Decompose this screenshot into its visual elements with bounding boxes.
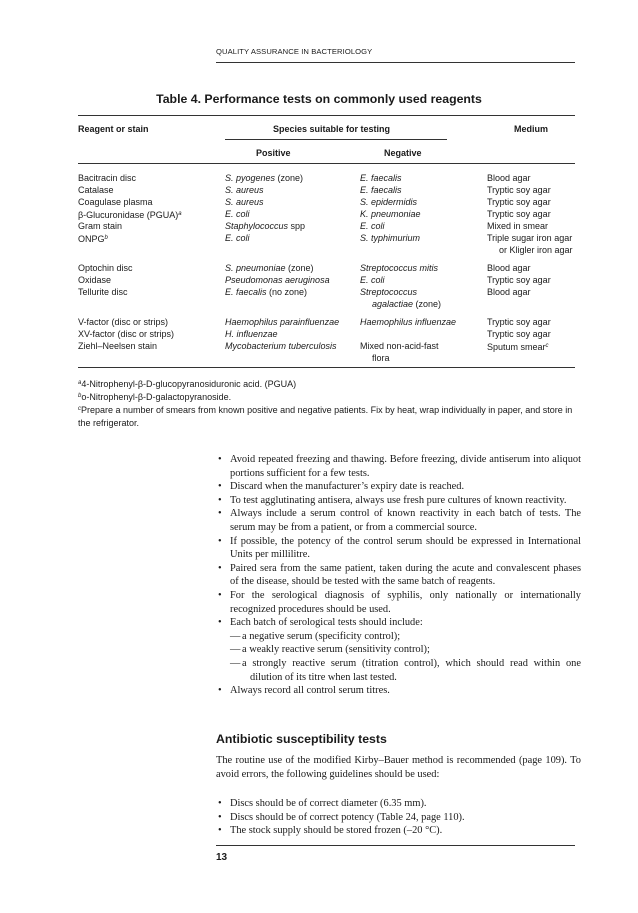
bullet-list [216, 453, 581, 698]
cell-positive: S. pyogenes (zone) [225, 173, 304, 183]
cell-negative: E. coli [360, 221, 385, 231]
bullet-item: • Always record all control serum titres. [218, 685, 390, 697]
cell-reagent: β-Glucuronidase (PGUA)$^a$ [78, 210, 182, 220]
cell-negative: E. coli [360, 275, 385, 285]
bullet-item: • To test agglutinating antisera, always use fresh pure cultures of known reactivity. [218, 494, 567, 506]
cell-medium: Tryptic soy agar [487, 209, 551, 219]
cell-reagent: Optochin disc [78, 263, 133, 273]
section-bullet-list [216, 797, 581, 838]
cell-positive: Mycobacterium tuberculosis [225, 341, 337, 351]
cell-positive: E. coli [225, 233, 250, 243]
cell-medium: Tryptic soy agar [487, 185, 551, 195]
table-top-rule [78, 115, 575, 116]
bullet-item: • Each batch of serological tests should include: [218, 617, 423, 629]
cell-medium: Blood agar [487, 173, 531, 183]
bullet-item: • If possible, the potency of the control serum should be expressed in International Units per millilitre. [218, 535, 581, 561]
table-header-rule [78, 163, 575, 164]
section-heading: Antibiotic susceptibility tests [216, 732, 387, 746]
cell-medium: Tryptic soy agar [487, 275, 551, 285]
cell-medium: Mixed in smear [487, 221, 549, 231]
cell-reagent: Ziehl–Neelsen stain [78, 341, 158, 351]
cell-reagent: ONPG$^b$ [78, 234, 108, 244]
cell-reagent: Bacitracin disc [78, 173, 137, 183]
cell-medium: Tryptic soy agar [487, 329, 551, 339]
cell-positive: Staphylococcus spp [225, 221, 306, 231]
bullet-item: • Discard when the manufacturer’s expiry date is reached. [218, 481, 465, 493]
cell-negative-continued: agalactiae (zone) [372, 299, 442, 309]
header-rule [216, 62, 575, 63]
antibiotic-guidelines [216, 797, 581, 838]
bullet-item: • Avoid repeated freezing and thawing. Before freezing, divide antiserum into aliquot portions sufficient for a few tests. [218, 454, 581, 479]
sub-item: — a strongly reactive serum (titration control), which should read within one dilution of its titre when last tested. [230, 657, 581, 683]
page-number: 13 [216, 852, 228, 863]
species-header-rule [225, 139, 447, 140]
cell-medium: Tryptic soy agar [487, 197, 551, 207]
sub-item: — a weakly reactive serum (sensitivity control); [230, 644, 430, 656]
running-head: QUALITY ASSURANCE IN BACTERIOLOGY [216, 47, 373, 56]
cell-negative: Streptococcus [360, 287, 418, 297]
bullet-item: • Discs should be of correct diameter (6.35 mm). [218, 798, 427, 809]
cell-medium-continued: or Kligler iron agar [499, 245, 573, 255]
table-bottom-rule [78, 367, 575, 368]
cell-negative: S. typhimurium [360, 233, 421, 243]
bullet-item: • Discs should be of correct potency (Table 24, page 110). [218, 811, 465, 823]
cell-negative: K. pneumoniae [360, 209, 421, 219]
cell-positive: Haemophilus parainfluenzae [225, 317, 340, 327]
header-species: Species suitable for testing [273, 124, 391, 134]
cell-negative: E. faecalis [360, 173, 402, 183]
header-medium: Medium [514, 124, 549, 134]
header-reagent: Reagent or stain [78, 124, 149, 134]
footer-rule [216, 845, 575, 846]
cell-negative: Haemophilus influenzae [360, 317, 457, 327]
cell-positive: S. aureus [225, 185, 264, 195]
bullet-item: • Paired sera from the same patient, taken during the acute and convalescent phases of the disease, should be tested with the same batch of reagents. [218, 562, 581, 588]
cell-positive: E. coli [225, 209, 250, 219]
cell-positive: E. faecalis (no zone) [225, 287, 308, 297]
cell-reagent: Gram stain [78, 221, 123, 231]
cell-positive: S. aureus [225, 197, 264, 207]
cell-medium: Blood agar [487, 287, 531, 297]
bullet-item: • The stock supply should be stored frozen (–20 °C). [218, 825, 443, 837]
cell-reagent: XV-factor (disc or strips) [78, 329, 175, 339]
cell-medium: Blood agar [487, 263, 531, 273]
cell-positive: S. pneumoniae (zone) [225, 263, 314, 273]
cell-negative: Streptococcus mitis [360, 263, 439, 273]
footnote: $^a$4-Nitrophenyl-β-D-glucopyranosiduronic acid. (PGUA) [78, 379, 297, 389]
bullet-item: • For the serological diagnosis of syphilis, only nationally or internationally recognized procedures should be used. [218, 589, 581, 615]
serology-guidelines [216, 453, 581, 698]
cell-negative: E. faecalis [360, 185, 402, 195]
cell-medium: Triple sugar iron agar [487, 233, 573, 243]
cell-reagent: Catalase [78, 185, 114, 195]
cell-medium: Sputum smear$^c$ [487, 342, 549, 352]
cell-medium: Tryptic soy agar [487, 317, 551, 327]
cell-reagent: V-factor (disc or strips) [78, 317, 169, 327]
cell-negative-continued: flora [372, 353, 390, 363]
sub-item: — a negative serum (specificity control); [230, 630, 401, 642]
cell-positive: Pseudomonas aeruginosa [225, 275, 330, 285]
cell-negative: Mixed non-acid-fast [360, 341, 439, 351]
cell-reagent: Tellurite disc [78, 287, 128, 297]
table-title: Table 4. Performance tests on commonly used reagents [156, 92, 482, 106]
section-paragraph: The routine use of the modified Kirby–Bauer method is recommended (page 109). To avoid errors, the following guidelines should be used: [216, 755, 581, 780]
cell-reagent: Coagulase plasma [78, 197, 153, 207]
header-positive: Positive [256, 148, 291, 158]
bullet-item: • Always include a serum control of known reactivity in each batch of tests. The serum may be from a patient, or from a commercial source. [218, 508, 581, 533]
header-negative: Negative [384, 148, 422, 158]
footnote: $^b$o-Nitrophenyl-β-D-galactopyranoside. [78, 392, 232, 402]
cell-negative: S. epidermidis [360, 197, 418, 207]
cell-positive: H. influenzae [225, 329, 278, 339]
cell-reagent: Oxidase [78, 275, 112, 285]
footnote: $^c$Prepare a number of smears from known positive and negative patients. Fix by heat, wrap individually in paper, and store in the refrigerator. [78, 405, 573, 428]
